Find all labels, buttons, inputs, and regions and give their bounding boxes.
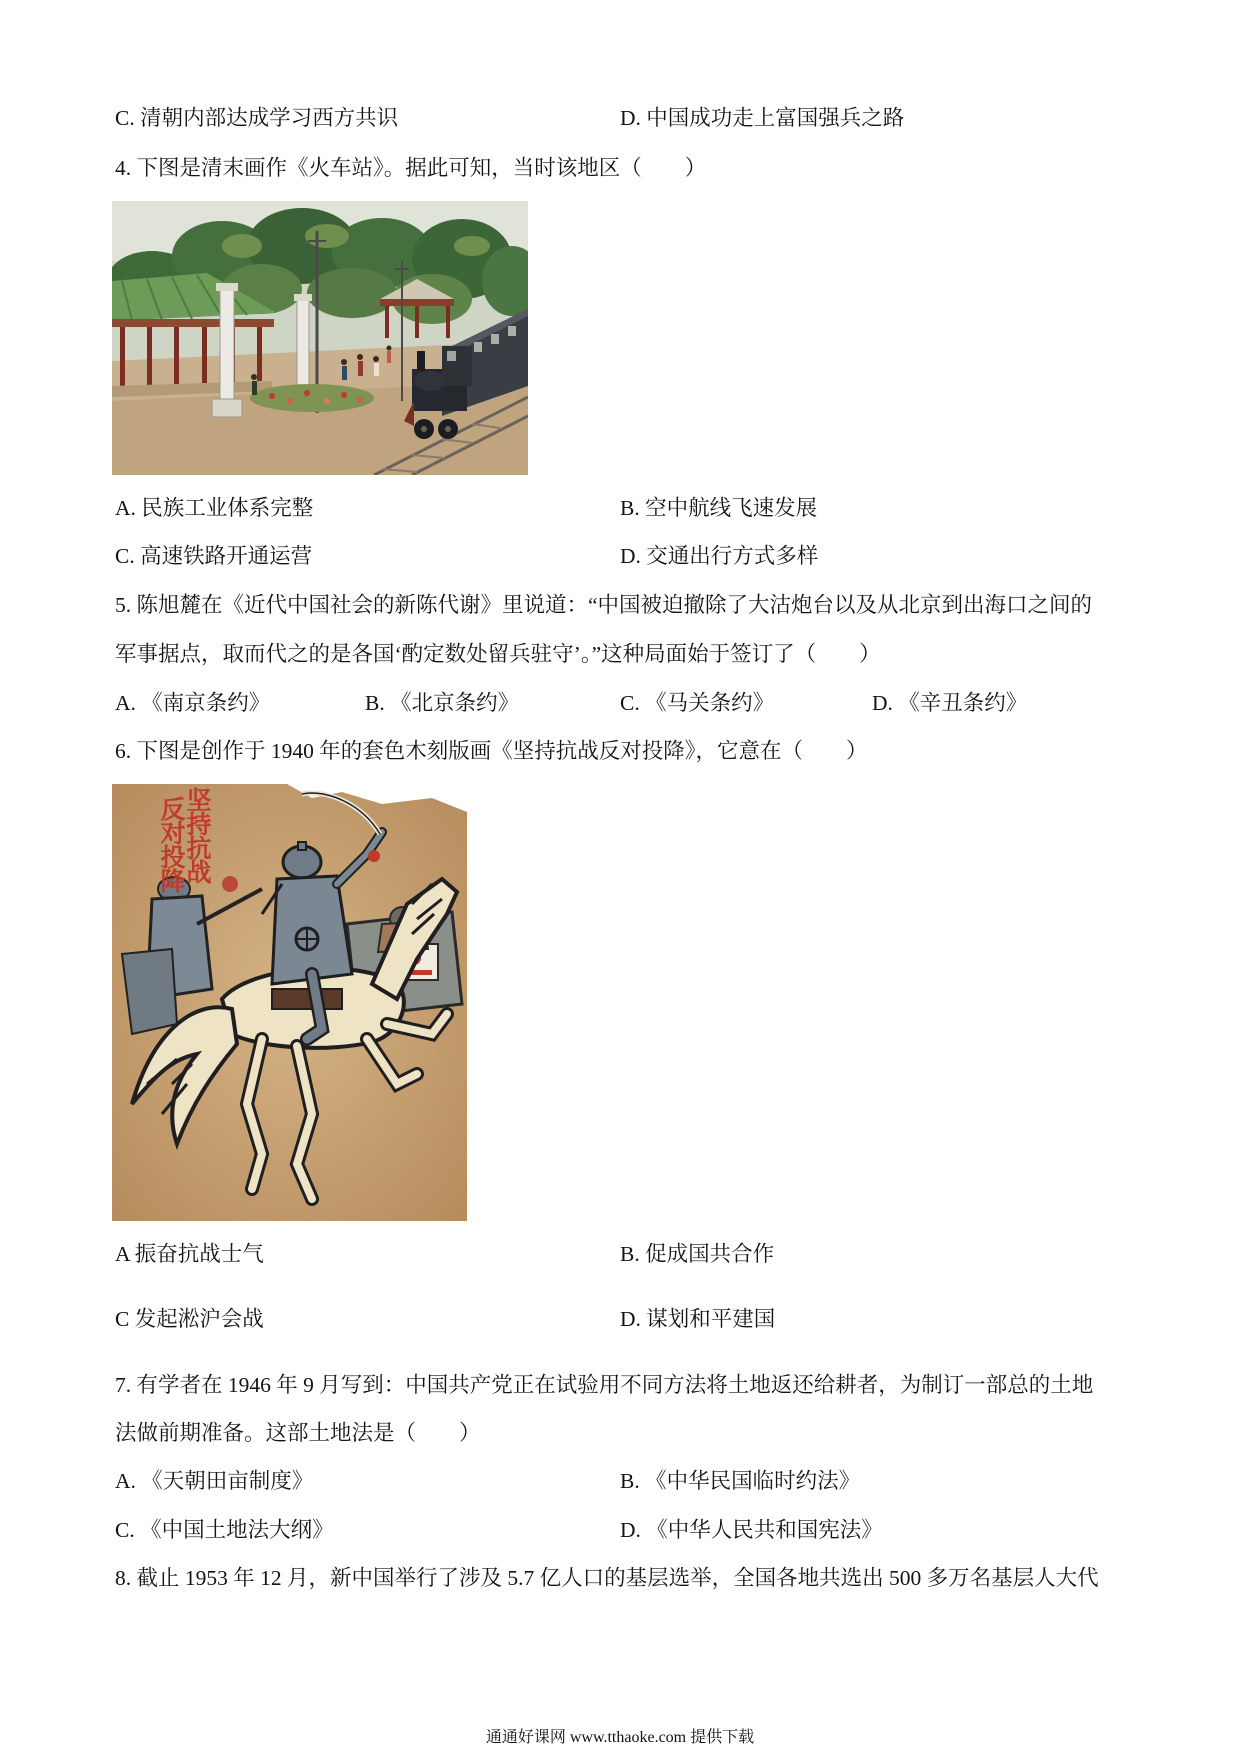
q4-option-a: A. 民族工业体系完整 [115, 496, 314, 520]
q7-option-b: B. 《中华民国临时约法》 [620, 1469, 861, 1493]
q5-option-a: A. 《南京条约》 [115, 691, 271, 715]
woodcut-poster [112, 784, 467, 1221]
q3-option-c: C. 清朝内部达成学习西方共识 [115, 106, 399, 130]
q7-option-a: A. 《天朝田亩制度》 [115, 1469, 314, 1493]
q5-stem-line2: 军事据点，取而代之的是各国‘酌定数处留兵驻守’。”这种局面始于签订了（ ） [115, 642, 881, 666]
q7-option-c: C. 《中国土地法大纲》 [115, 1518, 334, 1542]
poster-title-right: 坚持抗战 [183, 787, 212, 883]
q4-option-d: D. 交通出行方式多样 [620, 544, 819, 568]
q8-stem-line1: 8. 截止 1953 年 12 月，新中国举行了涉及 5.7 亿人口的基层选举，全国各地共选出 500 多万名基层人大代 [115, 1566, 1099, 1590]
q7-option-d: D. 《中华人民共和国宪法》 [620, 1518, 883, 1542]
q5-option-b: B. 《北京条约》 [365, 691, 520, 715]
poster-title-left: 反对投降 [157, 796, 186, 892]
q5-option-d: D. 《辛丑条约》 [872, 691, 1028, 715]
page-footer: 通通好课网 www.tthaoke.com 提供下载 [485, 1729, 755, 1746]
q5-stem-line1: 5. 陈旭麓在《近代中国社会的新陈代谢》里说道：“中国被迫撤除了大沽炮台以及从北京到出海口之间的 [115, 593, 1093, 617]
q4-stem: 4. 下图是清末画作《火车站》。据此可知，当时该地区（ ） [115, 156, 707, 180]
q7-stem-line1: 7. 有学者在 1946 年 9 月写到：中国共产党正在试验用不同方法将土地返还给耕者，为制订一部总的土地 [115, 1373, 1094, 1397]
q5-option-c: C. 《马关条约》 [620, 691, 775, 715]
q6-option-c: C 发起淞沪会战 [115, 1307, 264, 1331]
q4-option-c: C. 高速铁路开通运营 [115, 544, 313, 568]
q6-option-d: D. 谋划和平建国 [620, 1307, 776, 1331]
q7-stem-line2: 法做前期准备。这部土地法是（ ） [115, 1421, 481, 1445]
flower-bed [250, 384, 374, 412]
q3-option-d: D. 中国成功走上富国强兵之路 [620, 106, 905, 130]
q6-option-b: B. 促成国共合作 [620, 1242, 775, 1266]
q6-option-a: A 振奋抗战士气 [115, 1242, 264, 1266]
train-station-painting-art [112, 201, 528, 475]
q6-stem: 6. 下图是创作于 1940 年的套色木刻版画《坚持抗战反对投降》，它意在（ ） [115, 739, 868, 763]
q4-option-b: B. 空中航线飞速发展 [620, 496, 818, 520]
train-station-painting [112, 201, 528, 475]
